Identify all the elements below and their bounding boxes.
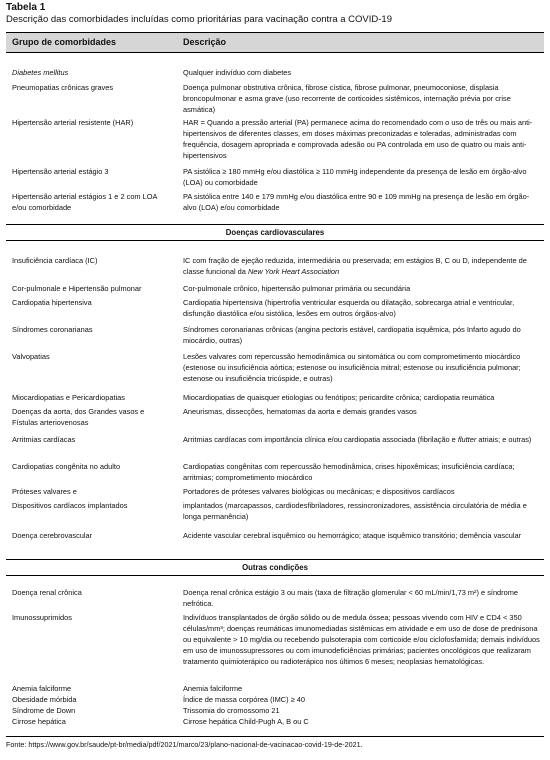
desc-cell: Arritmias cardíacas com importância clínica e/ou cardiopatia associada (fibrilação e flutter atriais; e outras) bbox=[183, 435, 532, 444]
group-cell: Cirrose hepática bbox=[12, 717, 66, 726]
group-cell: Miocardiopatias e Pericardiopatias bbox=[12, 393, 125, 402]
desc-cell: IC com fração de ejeção reduzida, intermediária ou preservada; em estágios B, C ou D, independente de classe funcional da New York Heart Association bbox=[183, 256, 527, 276]
desc-cell: Indivíduos transplantados de órgão sólido ou de medula óssea; pessoas vivendo com HIV e CD4 < 350 células/mm³; doenças reumáticas imunomediadas sistêmicas em atividade e em uso de dose de prednisona ou equivalente > 10 mg/dia ou recebendo pulsoterapia com corticoide e/ou ciclofosfamida; demais indivíduos em uso de imunossupressores ou com imunodeficiências primárias; pacientes oncológicos que realizaram tratamento quimioterápico ou radioterápico nos últimos 6 meses; neoplasias hematológicas. bbox=[183, 613, 540, 666]
group-cell: Pneumopatias crônicas graves bbox=[12, 83, 114, 92]
section-other-conditions: Outras condições bbox=[6, 559, 544, 576]
group-cell: Arritmias cardíacas bbox=[12, 435, 76, 444]
col2-header: Descrição bbox=[183, 37, 227, 47]
group-cell: Valvopatias bbox=[12, 352, 50, 361]
group-cell: Hipertensão arterial estágio 3 bbox=[12, 167, 109, 176]
desc-cell: Cardiopatia hipertensiva (hipertrofia ventricular esquerda ou dilatação, sobrecarga atrial e ventricular, disfunção diastólica e/ou sistólica, lesões em outros órgãos-alvo) bbox=[183, 298, 515, 318]
desc-cell: implantados (marcapassos, cardiodesfibriladores, ressincronizadores, assistência circulatória de média e longa permanência) bbox=[183, 501, 527, 521]
desc-cell: Cirrose hepática Child-Pugh A, B ou C bbox=[183, 717, 309, 726]
table-subtitle: Descrição das comorbidades incluídas como prioritárias para vacinação contra a COVID-19 bbox=[6, 14, 392, 25]
table-header bbox=[6, 32, 544, 53]
group-cell: Diabetes mellitus bbox=[12, 68, 69, 77]
desc-cell: Índice de massa corpórea (IMC) ≥ 40 bbox=[183, 695, 305, 704]
footnote-source: Fonte: https://www.gov.br/saude/pt-br/media/pdf/2021/marco/23/plano-nacional-de-vacinacao-covid-19-de-2021. bbox=[6, 736, 544, 749]
group-cell: Cardiopatia hipertensiva bbox=[12, 298, 92, 307]
desc-cell: Miocardiopatias de quaisquer etiologias ou fenótipos; pericardite crônica; cardiopatia reumática bbox=[183, 393, 495, 402]
desc-cell: Anemia falciforme bbox=[183, 684, 243, 693]
desc-cell: Acidente vascular cerebral isquêmico ou hemorrágico; ataque isquêmico transitório; demência vascular bbox=[183, 531, 522, 540]
group-cell: Hipertensão arterial estágios 1 e 2 com LOA e/ou comorbidade bbox=[12, 192, 158, 212]
section-cardiovascular: Doenças cardiovasculares bbox=[6, 224, 544, 241]
group-cell: Anemia falciforme bbox=[12, 684, 72, 693]
group-cell: Doença cerebrovascular bbox=[12, 531, 93, 540]
desc-cell: Doença pulmonar obstrutiva crônica, fibrose cística, fibrose pulmonar, pneumoconiose, displasia broncopulmonar e asma grave (uso recorrente de corticoides sistêmicos, internação prévia por crise asmática) bbox=[183, 83, 511, 114]
table-title: Tabela 1 bbox=[6, 2, 46, 13]
desc-cell: Trissomia do cromossomo 21 bbox=[183, 706, 280, 715]
desc-cell: Aneurismas, dissecções, hematomas da aorta e demais grandes vasos bbox=[183, 407, 417, 416]
group-cell: Síndrome de Down bbox=[12, 706, 76, 715]
col1-header: Grupo de comorbidades bbox=[12, 37, 117, 47]
group-cell: Hipertensão arterial resistente (HAR) bbox=[12, 118, 134, 127]
desc-cell: PA sistólica entre 140 e 179 mmHg e/ou diastólica entre 90 e 109 mmHg na presença de lesão em órgão-alvo (LOA) e/ou comorbidade bbox=[183, 192, 530, 212]
group-cell: Doença renal crônica bbox=[12, 588, 82, 597]
group-cell: Síndromes coronarianas bbox=[12, 325, 93, 334]
desc-cell: PA sistólica ≥ 180 mmHg e/ou diastólica ≥ 110 mmHg independente da presença de lesão em órgão-alvo (LOA) ou comorbidade bbox=[183, 167, 527, 187]
group-cell: Doenças da aorta, dos Grandes vasos e Fístulas arteriovenosas bbox=[12, 407, 145, 427]
group-cell: Cor-pulmonale e Hipertensão pulmonar bbox=[12, 284, 142, 293]
group-cell: Obesidade mórbida bbox=[12, 695, 77, 704]
desc-cell: Lesões valvares com repercussão hemodinâmica ou sintomática ou com comprometimento miocárdico (estenose ou insuficiência aórtica; estenose ou insuficiência mitral; estenose ou insuficiência pulmonar; estenose ou insuficiência tricúspide, e outras) bbox=[183, 352, 521, 383]
desc-cell: Portadores de próteses valvares biológicas ou mecânicas; e dispositivos cardíacos bbox=[183, 487, 455, 496]
desc-cell: Cor-pulmonale crônico, hipertensão pulmonar primária ou secundária bbox=[183, 284, 411, 293]
group-cell: Próteses valvares e bbox=[12, 487, 77, 496]
group-cell: Insuficiência cardíaca (IC) bbox=[12, 256, 98, 265]
desc-cell: Qualquer indivíduo com diabetes bbox=[183, 68, 292, 77]
desc-cell: Cardiopatias congênitas com repercussão hemodinâmica, crises hipoxêmicas; insuficiência cardíaca; arritmias; comprometimento miocárdico bbox=[183, 462, 515, 482]
group-cell: Dispositivos cardíacos implantados bbox=[12, 501, 128, 510]
group-cell: Cardiopatias congênita no adulto bbox=[12, 462, 121, 471]
desc-cell: Síndromes coronarianas crônicas (angina pectoris estável, cardiopatia isquêmica, pós Infarto agudo do miocárdio, outras) bbox=[183, 325, 521, 345]
group-cell: Imunossuprimidos bbox=[12, 613, 72, 622]
desc-cell: Doença renal crônica estágio 3 ou mais (taxa de filtração glomerular < 60 mL/min/1,73 m²) e síndrome nefrótica. bbox=[183, 588, 518, 608]
desc-cell: HAR = Quando a pressão arterial (PA) permanece acima do recomendado com o uso de três ou mais anti-hipertensivos de diferentes classes, em doses máximas preconizadas e toleradas, administradas com frequência, dosagem apropriada e comprovada adesão ou PA controlada em uso de quatro ou mais anti-hipertensivos bbox=[183, 118, 533, 160]
